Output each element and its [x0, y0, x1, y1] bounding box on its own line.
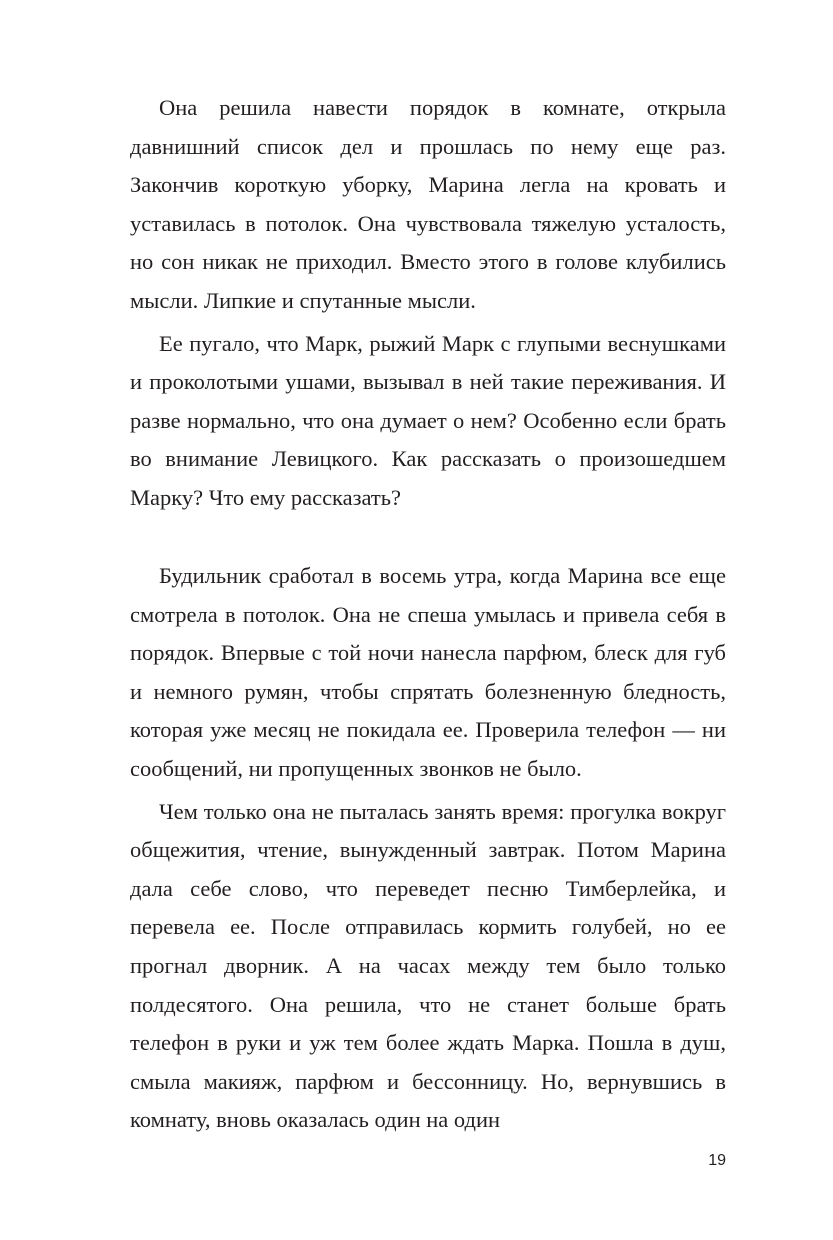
- paragraph: Чем только она не пыталась занять время: прогулка вокруг общежития, чтение, вынужденный завтрак. Потом Марина дала себе слово, что переведет песню Тимберлейка, и перевела ее. После отправилась кормить голубей, но ее прогнал дворник. А на часах между тем было только полдесятого. Она решила, что не станет больше брать телефон в руки и уж тем более ждать Марка. Пошла в душ, смыла макияж, парфюм и бессонницу. Но, вернувшись в комнату, вновь оказалась один на один: [130, 798, 726, 1133]
- paragraph: Она решила навести порядок в комнате, открыла давнишний список дел и прошлась по нему еще раз. Закончив короткую уборку, Марина легла на кровать и уставилась в потолок. Она чувствовала тяжелую усталость, но сон никак не приходил. Вместо этого в голове клубились мысли. Липкие и спутанные мысли.: [130, 95, 726, 313]
- paragraph: Ее пугало, что Марк, рыжий Марк с глупыми веснушками и проколотыми ушами, вызывал в ней такие переживания. И разве нормально, что она думает о нем? Особенно если брать во внимание Левицкого. Как рассказать о произошедшем Марку? Что ему рассказать?: [130, 330, 726, 510]
- text-section-1: [130, 89, 726, 518]
- paragraph: Будильник сработал в восемь утра, когда Марина все еще смотрела в потолок. Она не спеша умылась и привела себя в порядок. Впервые с той ночи нанесла парфюм, блеск для губ и немного румян, чтобы спрятать болезненную бледность, которая уже месяц не покидала ее. Проверила телефон — ни сообщений, ни пропущенных звонков не было.: [130, 563, 726, 781]
- page-number: 19: [708, 1152, 726, 1169]
- text-section-2: [130, 557, 726, 1140]
